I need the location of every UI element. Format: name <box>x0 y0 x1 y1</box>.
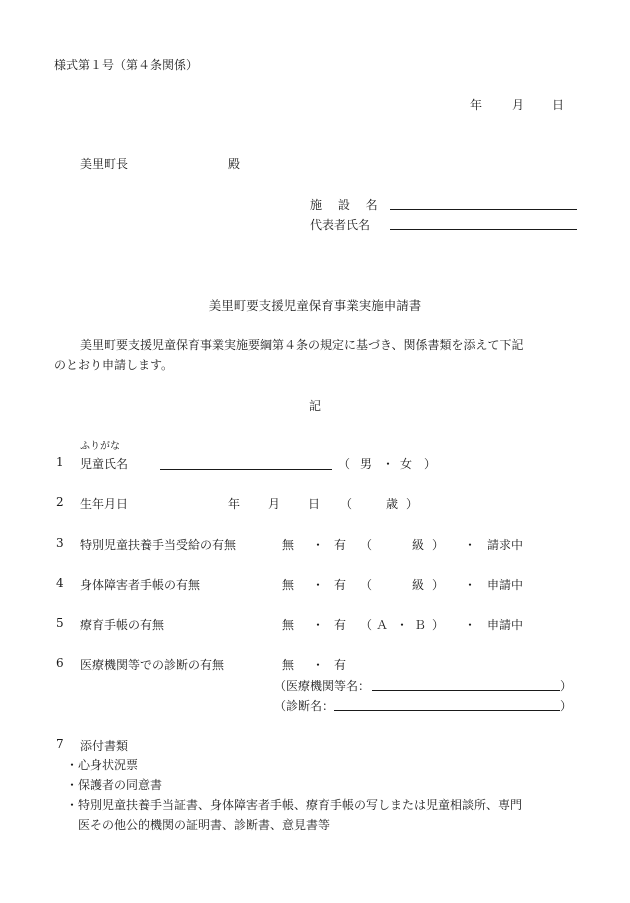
addressee-name: 美里町長 <box>80 157 129 171</box>
birth-year-label: 年 <box>228 497 241 511</box>
age-label: 歳 <box>386 497 399 511</box>
allowance-separator: ・ <box>312 538 325 552</box>
sex-paren-close: ） <box>424 457 437 471</box>
disability-separator: ・ <box>312 578 325 592</box>
ryoiku-separator: ・ <box>312 618 325 632</box>
birthdate-label: 生年月日 <box>80 497 129 511</box>
attachment-item: 心身状況票 <box>78 758 139 772</box>
intro-line-1: 美里町要支援児童保育事業実施要綱第４条の規定に基づき、関係書類を添えて下記 <box>80 338 524 352</box>
ryoiku-yes-option[interactable]: 有 <box>334 618 347 632</box>
item-7-number: 7 <box>56 737 64 751</box>
form-number: 様式第１号（第４条関係） <box>54 58 199 72</box>
age-paren-close: ） <box>406 497 419 511</box>
disability-grade-label: 級 <box>412 578 425 592</box>
diagnosis-none-option[interactable]: 無 <box>282 658 295 672</box>
child-name-line[interactable] <box>160 469 332 470</box>
ryoiku-b-option[interactable]: Ｂ <box>414 618 427 632</box>
sex-female-option[interactable]: 女 <box>400 457 413 471</box>
ryoiku-ab-separator: ・ <box>396 618 409 632</box>
disability-none-option[interactable]: 無 <box>282 578 295 592</box>
ryoiku-pending-option[interactable]: 申請中 <box>487 618 524 632</box>
sex-separator: ・ <box>382 457 395 471</box>
disability-paren-close: ） <box>432 578 445 592</box>
sex-paren-open: （ <box>338 457 351 471</box>
diagnosis-name-label: （診断名： <box>274 699 335 713</box>
ki-heading: 記 <box>308 399 321 413</box>
attachment-bullet: ・ <box>66 758 79 772</box>
item-1-number: 1 <box>56 455 64 469</box>
representative-name-label: 代表者氏名 <box>310 218 371 232</box>
ryoiku-a-option[interactable]: Ａ <box>376 618 389 632</box>
date-day-label: 日 <box>552 98 565 112</box>
allowance-none-option[interactable]: 無 <box>282 538 295 552</box>
disability-paren-open: （ <box>360 578 373 592</box>
sex-male-option[interactable]: 男 <box>360 457 373 471</box>
facility-name-label: 施 設 名 <box>310 198 384 212</box>
intro-line-2: のとおり申請します。 <box>54 358 174 372</box>
ryoiku-paren-close: ） <box>432 618 445 632</box>
item-2-number: 2 <box>56 495 64 509</box>
disability-yes-option[interactable]: 有 <box>334 578 347 592</box>
allowance-grade-label: 級 <box>412 538 425 552</box>
ryoiku-label: 療育手帳の有無 <box>80 618 165 632</box>
attachment-item: 特別児童扶養手当証書、身体障害者手帳、療育手帳の写しまたは児童相談所、専門 <box>78 798 523 812</box>
item-6-number: 6 <box>56 656 64 670</box>
date-month-label: 月 <box>512 98 525 112</box>
attachment-item-continuation: 医その他公的機関の証明書、診断書、意見書等 <box>78 818 331 832</box>
ryoiku-bullet: ・ <box>464 618 477 632</box>
diagnosis-separator: ・ <box>312 658 325 672</box>
attachment-item: 保護者の同意書 <box>78 778 163 792</box>
disability-label: 身体障害者手帳の有無 <box>80 578 201 592</box>
diagnosis-paren-close: ） <box>560 699 573 713</box>
representative-name-line[interactable] <box>390 229 577 230</box>
date-year-label: 年 <box>470 98 483 112</box>
facility-name-line[interactable] <box>390 209 577 210</box>
allowance-paren-open: （ <box>360 538 373 552</box>
ryoiku-paren-open: （ <box>360 618 373 632</box>
item-3-number: 3 <box>56 536 64 550</box>
allowance-label: 特別児童扶養手当受給の有無 <box>80 538 237 552</box>
furigana-label: ふりがな <box>80 441 120 452</box>
attachment-bullet: ・ <box>66 778 79 792</box>
institution-name-line[interactable] <box>372 690 560 691</box>
disability-bullet: ・ <box>464 578 477 592</box>
addressee-honorific: 殿 <box>228 157 241 171</box>
institution-paren-close: ） <box>560 679 573 693</box>
diagnosis-label: 医療機関等での診断の有無 <box>80 658 225 672</box>
child-name-label: 児童氏名 <box>80 457 129 471</box>
disability-pending-option[interactable]: 申請中 <box>487 578 524 592</box>
allowance-pending-option[interactable]: 請求中 <box>487 538 524 552</box>
diagnosis-name-line[interactable] <box>334 710 560 711</box>
item-5-number: 5 <box>56 616 64 630</box>
birth-day-label: 日 <box>308 497 321 511</box>
allowance-bullet: ・ <box>464 538 477 552</box>
diagnosis-yes-option[interactable]: 有 <box>334 658 347 672</box>
item-4-number: 4 <box>56 576 64 590</box>
attachments-label: 添付書類 <box>80 739 129 753</box>
ryoiku-none-option[interactable]: 無 <box>282 618 295 632</box>
birth-month-label: 月 <box>268 497 281 511</box>
allowance-yes-option[interactable]: 有 <box>334 538 347 552</box>
allowance-paren-close: ） <box>432 538 445 552</box>
document-title: 美里町要支援児童保育事業実施申請書 <box>208 298 422 313</box>
attachment-bullet: ・ <box>66 798 79 812</box>
age-paren-open: （ <box>340 497 353 511</box>
institution-name-label: （医療機関等名： <box>274 679 371 693</box>
